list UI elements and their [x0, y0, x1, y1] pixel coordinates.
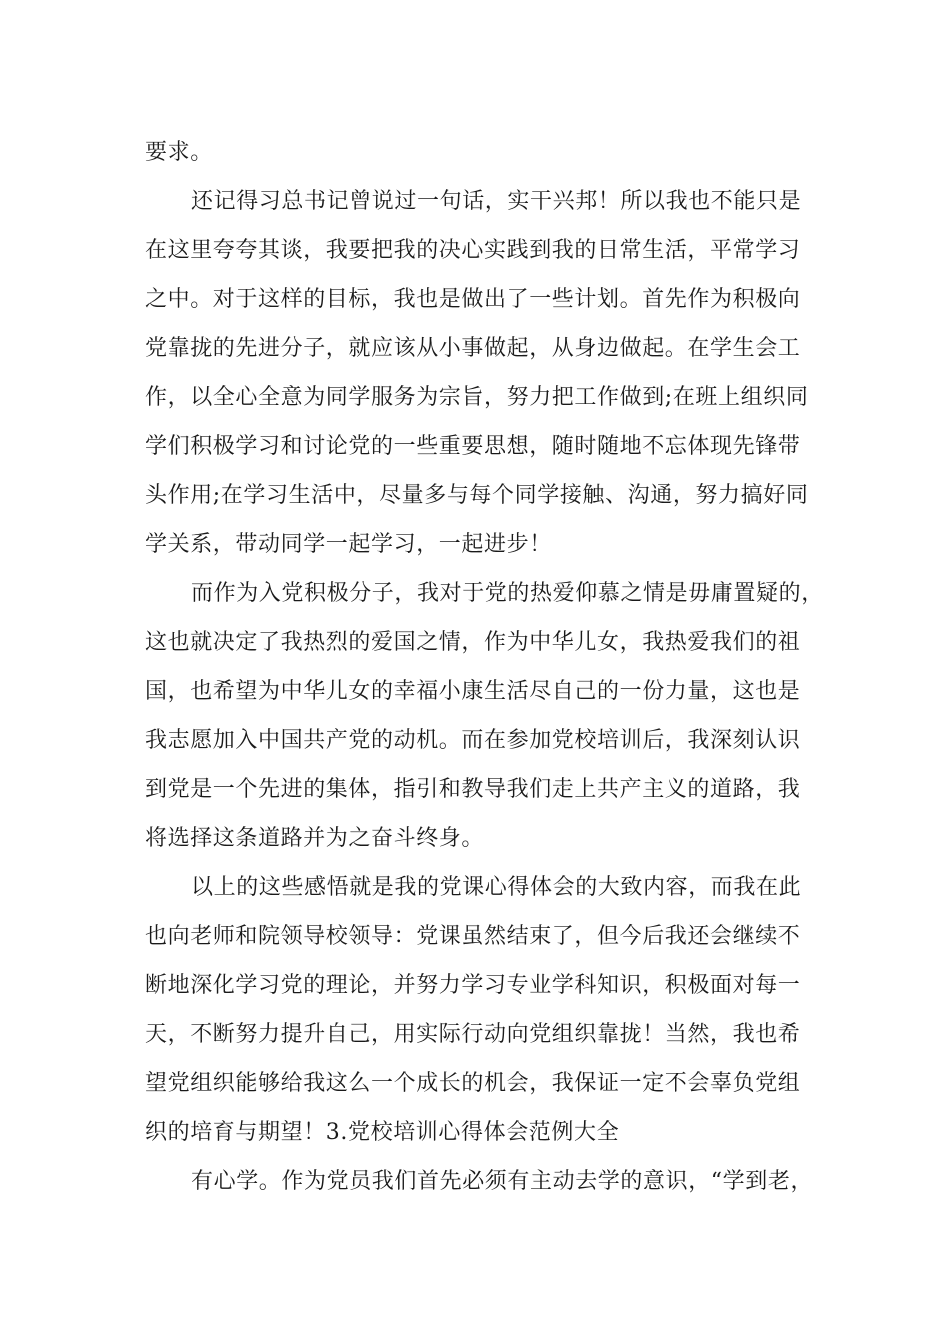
text-line: 有心学。作为党员我们首先必须有主动去学的意识，“学到老，: [191, 1169, 814, 1194]
document-body: [145, 128, 825, 1206]
text-line: 学关系，带动同学一起学习，一起进步！: [145, 532, 552, 557]
text-line: 党靠拢的先进分子，就应该从小事做起，从身边做起。在学生会工: [145, 336, 801, 361]
text-line: 织的培育与期望！3.党校培训心得体会范例大全: [145, 1120, 620, 1145]
text-line: 还记得习总书记曾说过一句话，实干兴邦！所以我也不能只是: [191, 189, 802, 214]
text-line: 望党组织能够给我这么一个成长的机会，我保证一定不会辜负党组: [145, 1071, 801, 1096]
text-line: 要求。: [145, 140, 213, 165]
text-line: 之中。对于这样的目标，我也是做出了一些计划。首先作为积极向: [145, 287, 801, 312]
text-line: 将选择这条道路并为之奋斗终身。: [145, 826, 485, 851]
text-line: 天，不断努力提升自己，用实际行动向党组织靠拢！当然，我也希: [145, 1022, 801, 1047]
text-line: 断地深化学习党的理论，并努力学习专业学科知识，积极面对每一: [145, 973, 801, 998]
text-line: 也向老师和院领导校领导：党课虽然结束了，但今后我还会继续不: [145, 924, 801, 949]
text-line: 以上的这些感悟就是我的党课心得体会的大致内容，而我在此: [191, 875, 802, 900]
text-line: 我志愿加入中国共产党的动机。而在参加党校培训后，我深刻认识: [145, 728, 801, 753]
text-line: 而作为入党积极分子，我对于党的热爱仰慕之情是毋庸置疑的，: [191, 581, 824, 606]
text-line: 头作用;在学习生活中，尽量多与每个同学接触、沟通，努力搞好同: [145, 483, 809, 508]
text-line: 到党是一个先进的集体，指引和教导我们走上共产主义的道路，我: [145, 777, 801, 802]
text-line: 学们积极学习和讨论党的一些重要思想，随时随地不忘体现先锋带: [145, 434, 801, 459]
text-line: 作，以全心全意为同学服务为宗旨，努力把工作做到;在班上组织同: [145, 385, 809, 410]
text-line: 在这里夸夸其谈，我要把我的决心实践到我的日常生活，平常学习: [145, 238, 801, 263]
text-line: 这也就决定了我热烈的爱国之情，作为中华儿女，我热爱我们的祖: [145, 630, 801, 655]
text-line: 国，也希望为中华儿女的幸福小康生活尽自己的一份力量，这也是: [145, 679, 801, 704]
